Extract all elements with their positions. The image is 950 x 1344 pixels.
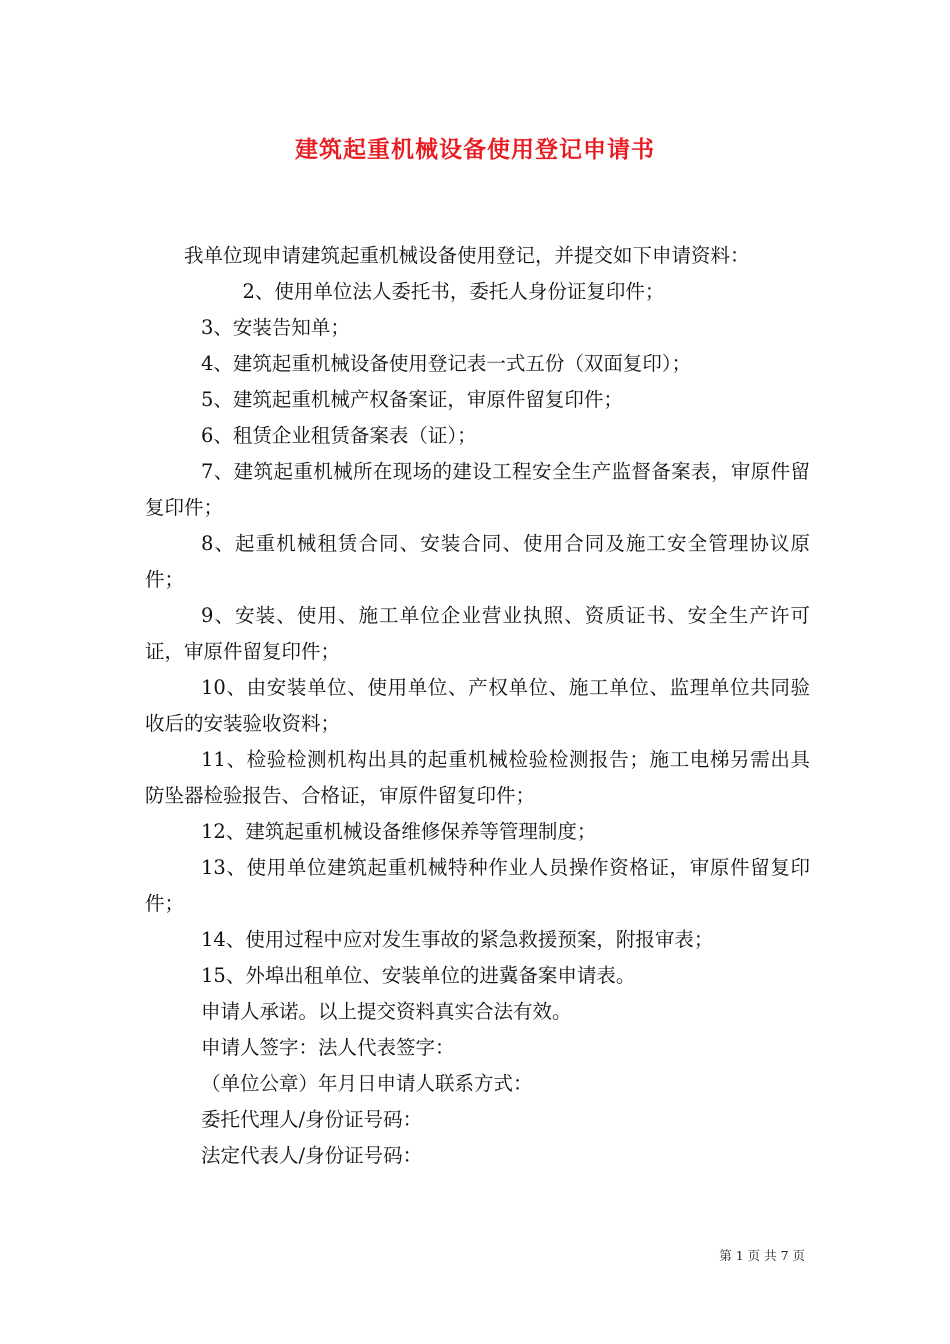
list-item-11: 11、检验检测机构出具的起重机械检验检测报告；施工电梯另需出具防坠器检验报告、合格证，审原件留复印件； (145, 748, 810, 807)
list-item-9: 9、安装、使用、施工单位企业营业执照、资质证书、安全生产许可证，审原件留复印件； (145, 604, 810, 663)
list-item-14: 14、使用过程中应对发生事故的紧急救援预案，附报审表； (201, 928, 714, 951)
seal-date-contact-line: （单位公章）年月日申请人联系方式： (201, 1072, 533, 1095)
list-item-6: 6、租赁企业租赁备案表（证）； (201, 424, 477, 447)
signature-line: 申请人签字：法人代表签字： (201, 1036, 455, 1059)
agent-id-line: 委托代理人/身份证号码： (201, 1108, 423, 1131)
list-item-8: 8、起重机械租赁合同、安装合同、使用合同及施工安全管理协议原件； (145, 532, 810, 591)
list-item-7: 7、建筑起重机械所在现场的建设工程安全生产监督备案表，审原件留复印件； (145, 460, 810, 519)
list-item-3: 3、安装告知单； (201, 316, 350, 339)
list-item-5: 5、建筑起重机械产权备案证，审原件留复印件； (201, 388, 623, 411)
list-item-4: 4、建筑起重机械设备使用登记表一式五份（双面复印）； (201, 352, 692, 375)
legal-rep-id-line: 法定代表人/身份证号码： (201, 1144, 423, 1167)
list-item-15: 15、外埠出租单位、安装单位的进冀备案申请表。 (201, 964, 636, 987)
document-title: 建筑起重机械设备使用登记申请书 (295, 136, 655, 163)
list-item-12: 12、建筑起重机械设备维修保养等管理制度； (201, 820, 597, 843)
commitment-line: 申请人承诺。以上提交资料真实合法有效。 (201, 1000, 572, 1023)
list-item-10: 10、由安装单位、使用单位、产权单位、施工单位、监理单位共同验收后的安装验收资料； (145, 676, 810, 735)
intro-paragraph: 我单位现申请建筑起重机械设备使用登记，并提交如下申请资料： (184, 244, 750, 267)
list-item-13: 13、使用单位建筑起重机械特种作业人员操作资格证，审原件留复印件； (145, 856, 810, 915)
list-item-2: 2、使用单位法人委托书，委托人身份证复印件； (242, 280, 665, 303)
page-number: 第 1 页 共 7 页 (719, 1248, 805, 1263)
document-body (145, 238, 810, 1174)
